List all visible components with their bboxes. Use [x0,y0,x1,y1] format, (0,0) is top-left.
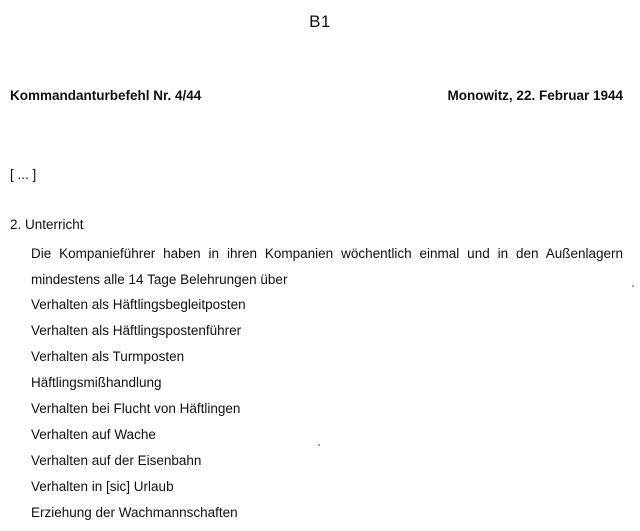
topic-item: Erziehung der Wachmannschaften [31,505,238,520]
scan-speck [318,444,320,446]
order-title: Kommandanturbefehl Nr. 4/44 [10,88,202,103]
topic-item: Verhalten als Turmposten [31,349,185,364]
topic-item: Verhalten bei Flucht von Häftlingen [31,401,241,416]
scan-speck [632,285,634,287]
topic-item: Häftlingsmißhandlung [31,375,162,390]
omission-marker: [ ... ] [10,167,37,182]
topic-item: Verhalten als Häftlingsbegleitposten [31,297,246,312]
section-intro: Die Kompanieführer haben in ihren Kompanien wöchentlich einmal und in den Außenlagern mindestens alle 14 Tage Belehrungen über [31,246,623,287]
topic-item: Verhalten auf der Eisenbahn [31,453,202,468]
topic-item: Verhalten als Häftlingspostenführer [31,323,242,338]
topic-list [31,292,246,526]
section-heading: 2. Unterricht [10,217,84,232]
topic-item: Verhalten auf Wache [31,427,156,442]
document-code: B1 [309,12,331,31]
topic-item: Verhalten in [sic] Urlaub [31,479,174,494]
place-date: Monowitz, 22. Februar 1944 [447,88,623,103]
